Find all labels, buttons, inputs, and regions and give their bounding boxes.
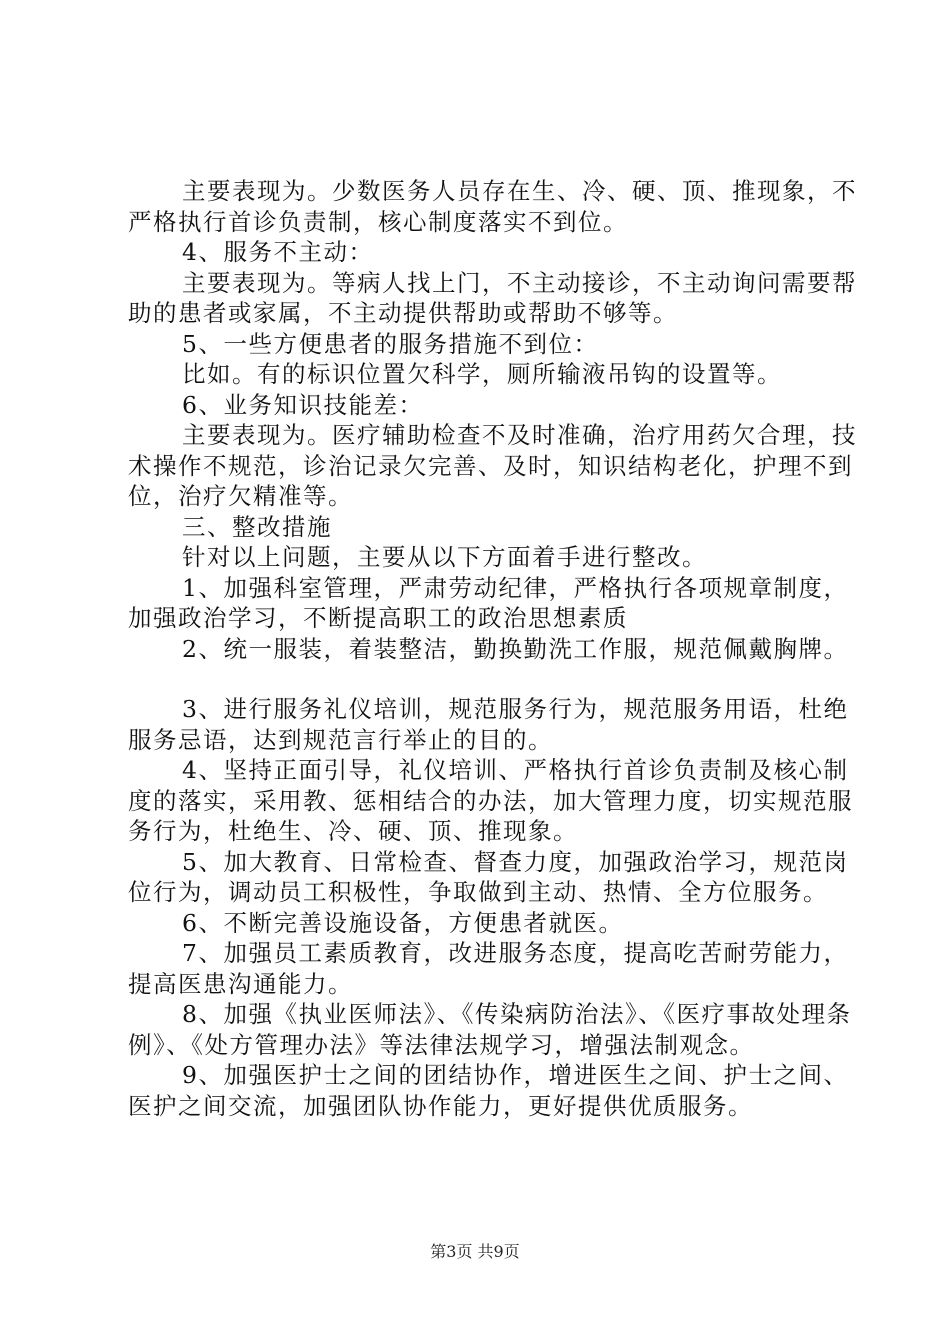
document-body bbox=[128, 176, 868, 1121]
paragraph: 5、加大教育、日常检查、督查力度，加强政治学习，规范岗位行为，调动员工积极性，争取做到主动、热情、全方位服务。 bbox=[128, 847, 849, 906]
paragraph: 4、坚持正面引导，礼仪培训、严格执行首诊负责制及核心制度的落实，采用教、惩相结合的办法，加大管理力度，切实规范服务行为，杜绝生、冷、硬、顶、推现象。 bbox=[128, 756, 853, 845]
paragraph: 针对以上问题，主要从以下方面着手进行整改。 bbox=[182, 543, 707, 571]
paragraph: 5、一些方便患者的服务措施不到位： bbox=[182, 329, 599, 358]
paragraph: 8、加强《执业医师法》、《传染病防治法》、《医疗事故处理条例》、《处方管理办法》等法律法规学习，增强法制观念。 bbox=[128, 1000, 852, 1059]
paragraph: 3、进行服务礼仪培训，规范服务行为，规范服务用语，杜绝服务忌语，达到规范言行举止的目的。 bbox=[128, 695, 849, 754]
paragraph: 6、不断完善设施设备，方便患者就医。 bbox=[182, 908, 624, 937]
paragraph: 1、加强科室管理，严肃劳动纪律，严格执行各项规章制度，加强政治学习，不断提高职工的政治思想素质 bbox=[128, 573, 849, 632]
paragraph: 比如。有的标识位置欠科学，厕所输液吊钩的设置等。 bbox=[182, 360, 782, 388]
blank-line bbox=[128, 664, 868, 694]
paragraph: 主要表现为。少数医务人员存在生、冷、硬、顶、推现象，不严格执行首诊负责制，核心制度落实不到位。 bbox=[128, 177, 857, 236]
section-heading: 三、整改措施 bbox=[182, 512, 332, 541]
page-number-footer: 第3页 共9页 bbox=[430, 1242, 520, 1261]
paragraph: 7、加强员工素质教育，改进服务态度，提高吃苦耐劳能力，提高医患沟通能力。 bbox=[128, 939, 849, 998]
paragraph: 2、统一服装，着装整洁，勤换勤洗工作服，规范佩戴胸牌。 bbox=[182, 634, 849, 663]
paragraph: 6、业务知识技能差： bbox=[182, 390, 424, 419]
paragraph: 9、加强医护士之间的团结协作，增进医生之间、护士之间、医护之间交流，加强团队协作能力，更好提供优质服务。 bbox=[128, 1061, 849, 1120]
paragraph: 主要表现为。等病人找上门，不主动接诊，不主动询问需要帮助的患者或家属，不主动提供帮助或帮助不够等。 bbox=[128, 268, 857, 327]
paragraph: 主要表现为。医疗辅助检查不及时准确，治疗用药欠合理，技术操作不规范，诊治记录欠完善、及时，知识结构老化，护理不到位，治疗欠精准等。 bbox=[128, 421, 857, 510]
paragraph: 4、服务不主动： bbox=[182, 238, 374, 266]
